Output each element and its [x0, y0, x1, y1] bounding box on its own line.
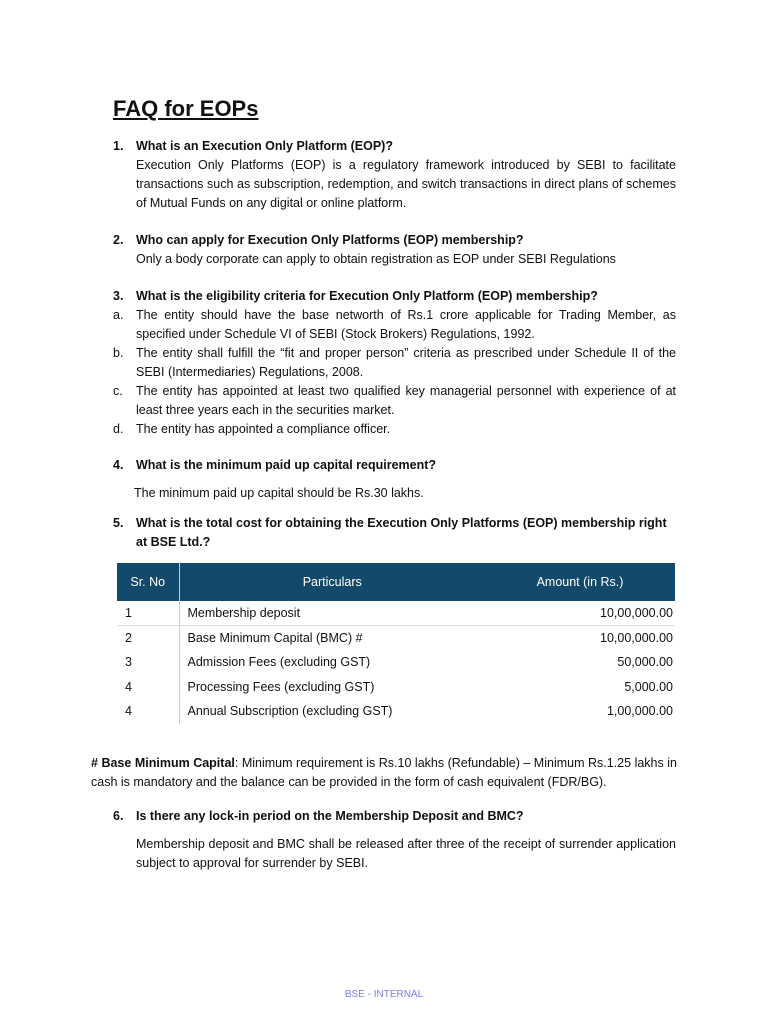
cell-particulars: Processing Fees (excluding GST): [179, 675, 485, 700]
table-row: [117, 626, 675, 651]
faq-question: What is the eligibility criteria for Execution Only Platform (EOP) membership?: [136, 289, 598, 303]
faq-number: 1.: [113, 139, 124, 153]
item-text: The entity has appointed a compliance officer.: [136, 422, 391, 436]
col-header: Sr. No: [117, 563, 179, 601]
faq-question: Is there any lock-in period on the Membership Deposit and BMC?: [136, 809, 524, 823]
criteria-item: [113, 420, 676, 439]
faq-question: What is an Execution Only Platform (EOP)?: [136, 139, 393, 153]
faq-question: What is the minimum paid up capital requirement?: [136, 458, 437, 472]
cell-amount: 50,000.00: [617, 655, 673, 670]
criteria-item: [113, 382, 676, 420]
cell-particulars: Base Minimum Capital (BMC) #: [179, 626, 485, 651]
item-marker: c.: [113, 384, 123, 398]
table-row: [117, 699, 675, 724]
cell-srno: 2: [125, 631, 132, 645]
faq-answer: The minimum paid up capital should be Rs.30 lakhs.: [134, 486, 424, 500]
classification-footer: BSE - INTERNAL: [344, 989, 424, 1000]
bmc-note: [91, 754, 677, 792]
cell-amount: 1,00,000.00: [606, 704, 673, 719]
cost-table: [117, 563, 675, 724]
faq-number: 4.: [113, 458, 124, 472]
faq-2: [113, 231, 676, 269]
item-text: The entity has appointed at least two qualified key managerial personnel with experience of at least three years each in the securities market.: [136, 384, 676, 417]
cell-srno: 4: [125, 704, 132, 719]
criteria-item: [113, 306, 676, 344]
item-marker: b.: [113, 346, 124, 360]
faq-number: 2.: [113, 233, 124, 247]
table-row: [117, 601, 675, 626]
faq-answer: Only a body corporate can apply to obtain registration as EOP under SEBI Regulations: [136, 252, 616, 266]
cell-srno: 4: [125, 679, 132, 694]
note-text: : Minimum requirement is Rs.10 lakhs (Refundable) – Minimum Rs.1.25 lakhs in cash is mandatory and the balance can be provided in the form of cash equivalent (FDR/BG).: [91, 756, 677, 789]
item-marker: a.: [113, 308, 124, 322]
cell-srno: 3: [125, 655, 132, 670]
table-row: [117, 675, 675, 700]
cell-particulars: Membership deposit: [179, 601, 485, 626]
faq-1: [113, 137, 676, 213]
faq-4: [113, 456, 676, 503]
col-header: Amount (in Rs.): [485, 563, 675, 601]
faq-answer: Execution Only Platforms (EOP) is a regulatory framework introduced by SEBI to facilitate transactions such as subscription, redemption, and switch transactions in direct plans of schemes of Mutual Funds on any digital or online platform.: [136, 158, 676, 210]
col-header: Particulars: [179, 563, 485, 601]
faq-number: 5.: [113, 516, 124, 530]
criteria-item: [113, 344, 676, 382]
item-marker: d.: [113, 422, 124, 436]
item-text: The entity shall fulfill the “fit and proper person” criteria as prescribed under Schedule II of the SEBI (Intermediaries) Regulations, 2008.: [136, 346, 676, 379]
faq-question: What is the total cost for obtaining the Execution Only Platforms (EOP) membership right at BSE Ltd.?: [136, 516, 667, 549]
faq-answer: Membership deposit and BMC shall be released after three of the receipt of surrender application subject to approval for surrender by SEBI.: [136, 837, 676, 870]
faq-question: Who can apply for Execution Only Platforms (EOP) membership?: [136, 233, 524, 247]
cell-particulars: Annual Subscription (excluding GST): [179, 699, 485, 724]
note-label: # Base Minimum Capital: [91, 756, 235, 770]
cell-amount: 5,000.00: [624, 679, 673, 694]
item-text: The entity should have the base networth of Rs.1 crore applicable for Trading Member, as specified under Schedule VI of SEBI (Stock Brokers) Regulations, 1992.: [136, 308, 676, 341]
cell-amount: 10,00,000.00: [485, 601, 675, 626]
page-title: FAQ for EOPs: [113, 96, 259, 121]
faq-number: 6.: [113, 809, 124, 823]
faq-number: 3.: [113, 289, 124, 303]
faq-6: [113, 807, 676, 873]
faq-5: [113, 514, 676, 552]
cell-amount: 10,00,000.00: [600, 631, 673, 645]
faq-3: [113, 287, 676, 439]
cell-particulars: Admission Fees (excluding GST): [179, 650, 485, 675]
table-row: [117, 650, 675, 675]
cell-srno: 1: [117, 601, 179, 626]
